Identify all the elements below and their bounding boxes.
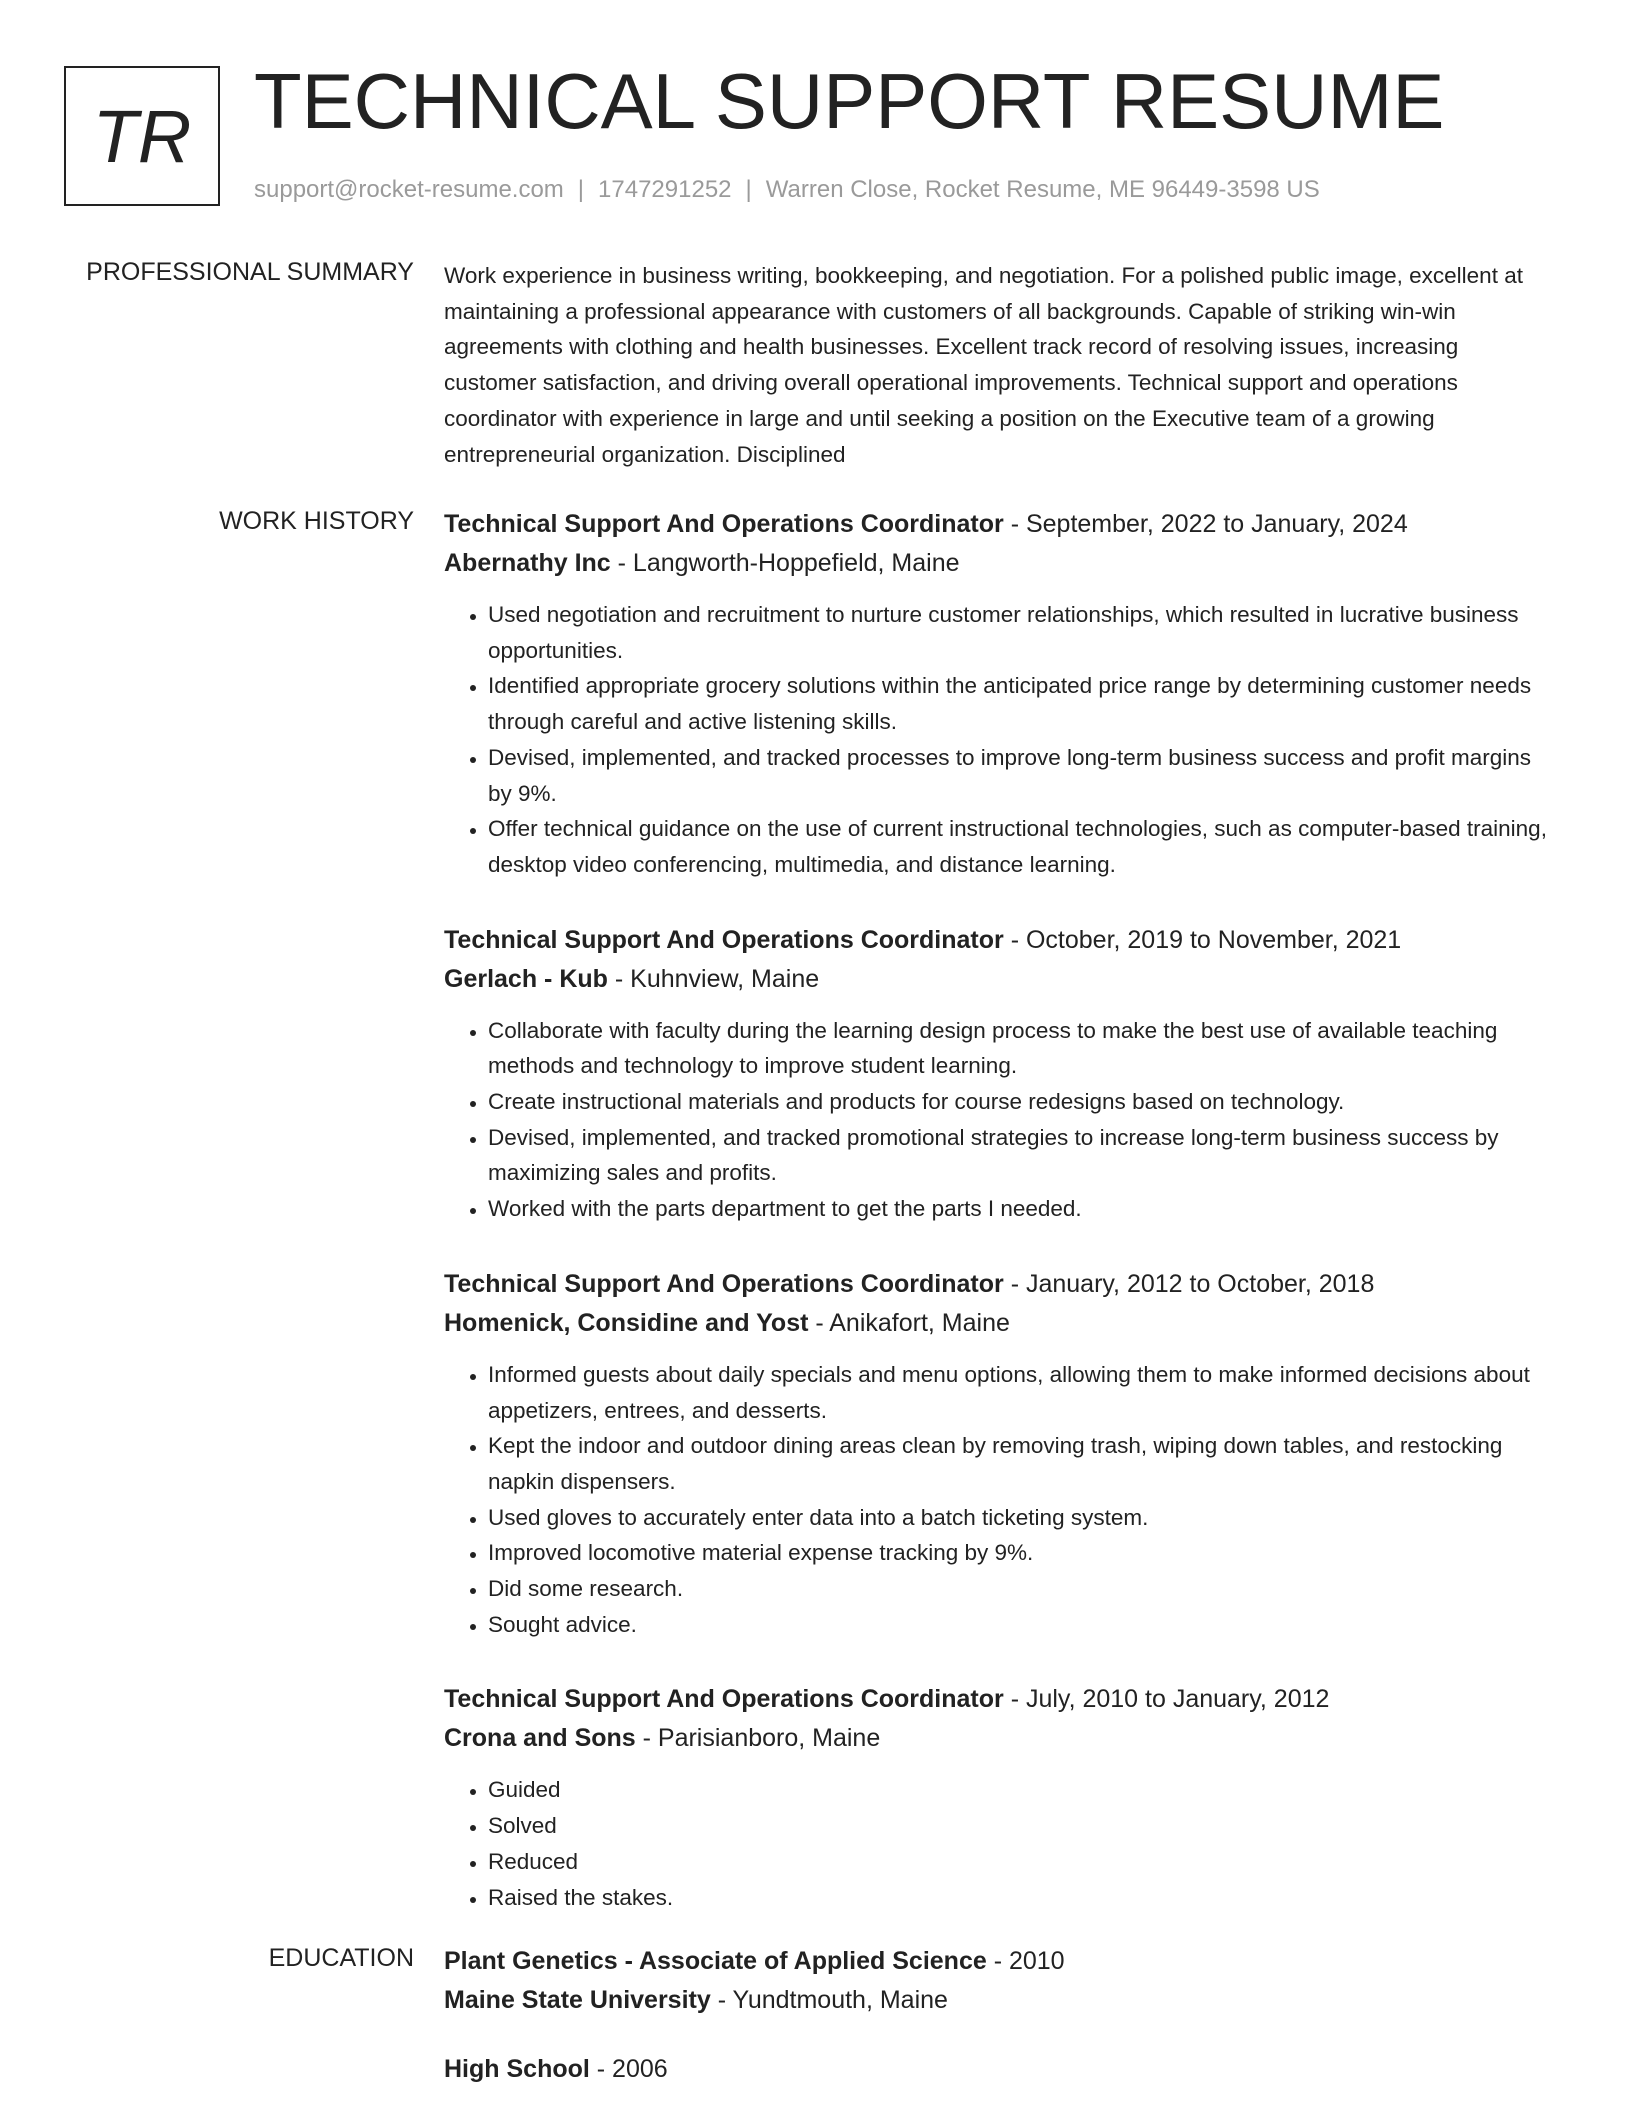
job-bullet: • Reduced bbox=[488, 1844, 1554, 1880]
contact-email: support@rocket-resume.com bbox=[254, 176, 564, 203]
education-entry bbox=[444, 2050, 1554, 2089]
contact-phone: 1747291252 bbox=[598, 176, 732, 203]
job-bullet: • Create instructional materials and products for course redesigns based on technology. bbox=[488, 1084, 1554, 1120]
job-title-line bbox=[444, 921, 1554, 960]
job-title: Technical Support And Operations Coordinator bbox=[444, 1685, 1004, 1714]
job-bullet: • Used gloves to accurately enter data into a batch ticketing system. bbox=[488, 1500, 1554, 1536]
job-company: Crona and Sons bbox=[444, 1724, 636, 1753]
job-bullet: • Raised the stakes. bbox=[488, 1880, 1554, 1916]
job-dates: - October, 2019 to November, 2021 bbox=[1003, 925, 1402, 954]
job-bullet: • Collaborate with faculty during the learning design process to make the best use of available teaching methods and technology to improve student learning. bbox=[488, 1013, 1554, 1084]
job-dates: - September, 2022 to January, 2024 bbox=[1003, 510, 1408, 538]
summary-text: Work experience in business writing, bookkeeping, and negotiation. For a polished public image, excellent at maintaining a professional appearance with customers of all backgrounds. Capable of striking win-win agreements with clothing and health businesses. Excellent track record of resolving issues, increasing customer satisfaction, and driving overall operational improvements. Technical support and operations coordinator with experience in large and until seeking a position on the Executive team of a growing entrepreneurial organization. Disciplined bbox=[444, 263, 1523, 467]
job-bullet: • Kept the indoor and outdoor dining areas clean by removing trash, wiping down tables, and restocking napkin dispensers. bbox=[488, 1428, 1554, 1499]
education-year: - 2006 bbox=[589, 2055, 668, 2083]
job-company: Homenick, Considine and Yost bbox=[444, 1308, 809, 1337]
summary-section-label: PROFESSIONAL SUMMARY bbox=[86, 258, 414, 286]
work-history-list bbox=[444, 505, 1554, 1953]
job-company-line bbox=[444, 544, 1554, 583]
job-title-line bbox=[444, 1265, 1554, 1304]
job-bullet: • Solved bbox=[488, 1808, 1554, 1844]
job-company: Gerlach - Kub bbox=[444, 964, 608, 993]
job-bullet: • Identified appropriate grocery solutions within the anticipated price range by determining customer needs through careful and active listening skills. bbox=[488, 668, 1554, 739]
initials-monogram bbox=[64, 66, 220, 206]
education-degree: High School bbox=[444, 2055, 590, 2083]
job-dates: - July, 2010 to January, 2012 bbox=[1003, 1685, 1330, 1714]
job-bullet: • Devised, implemented, and tracked processes to improve long-term business success and profit margins by 9%. bbox=[488, 740, 1554, 811]
job-bullets bbox=[444, 1013, 1554, 1227]
job-title: Technical Support And Operations Coordinator bbox=[444, 510, 1004, 538]
job-company: Abernathy Inc bbox=[444, 549, 611, 577]
education-location: - Yundtmouth, Maine bbox=[710, 1986, 948, 2014]
job-bullet: • Did some research. bbox=[488, 1571, 1554, 1607]
education-section-label: EDUCATION bbox=[268, 1944, 414, 1972]
job-bullet: • Guided bbox=[488, 1772, 1554, 1808]
job-bullet: • Devised, implemented, and tracked promotional strategies to increase long-term business success by maximizing sales and profits. bbox=[488, 1120, 1554, 1191]
work-history-section-label: WORK HISTORY bbox=[219, 507, 414, 535]
contact-address: Warren Close, Rocket Resume, ME 96449-3598 US bbox=[765, 176, 1320, 203]
education-entry bbox=[444, 1942, 1554, 2020]
job-bullet: • Informed guests about daily specials and menu options, allowing them to make informed decisions about appetizers, entrees, and desserts. bbox=[488, 1357, 1554, 1428]
job-bullets bbox=[444, 1772, 1554, 1915]
education-degree-line bbox=[444, 2050, 1554, 2089]
job-entry bbox=[444, 505, 1554, 883]
job-bullet: • Offer technical guidance on the use of current instructional technologies, such as computer-based training, desktop video conferencing, multimedia, and distance learning. bbox=[488, 811, 1554, 882]
education-degree: Plant Genetics - Associate of Applied Science bbox=[444, 1947, 987, 1975]
job-entry bbox=[444, 1680, 1554, 1915]
education-school-line bbox=[444, 1981, 1554, 2020]
job-company-line bbox=[444, 1719, 1554, 1758]
job-bullet: • Sought advice. bbox=[488, 1607, 1554, 1643]
job-bullet: • Worked with the parts department to get the parts I needed. bbox=[488, 1191, 1554, 1227]
job-bullet: • Improved locomotive material expense tracking by 9%. bbox=[488, 1535, 1554, 1571]
education-school: Maine State University bbox=[444, 1986, 711, 2014]
education-list bbox=[444, 1942, 1554, 2119]
resume-title: TECHNICAL SUPPORT RESUME bbox=[254, 57, 1445, 145]
job-entry bbox=[444, 921, 1554, 1227]
job-location: - Kuhnview, Maine bbox=[607, 964, 820, 993]
initials-text: TR bbox=[92, 94, 192, 178]
job-bullets bbox=[444, 1357, 1554, 1643]
job-title-line bbox=[444, 505, 1554, 544]
job-title: Technical Support And Operations Coordinator bbox=[444, 1269, 1004, 1298]
job-company-line bbox=[444, 960, 1554, 999]
job-title: Technical Support And Operations Coordinator bbox=[444, 925, 1004, 954]
job-location: - Anikafort, Maine bbox=[808, 1308, 1010, 1337]
contact-line bbox=[254, 176, 1320, 204]
education-year: - 2010 bbox=[986, 1947, 1065, 1975]
job-title-line bbox=[444, 1680, 1554, 1719]
education-degree-line bbox=[444, 1942, 1554, 1981]
job-entry bbox=[444, 1265, 1554, 1643]
job-dates: - January, 2012 to October, 2018 bbox=[1003, 1269, 1375, 1298]
job-location: - Parisianboro, Maine bbox=[635, 1724, 881, 1753]
job-bullets bbox=[444, 597, 1554, 883]
job-location: - Langworth-Hoppefield, Maine bbox=[610, 549, 960, 577]
job-bullet: • Used negotiation and recruitment to nurture customer relationships, which resulted in lucrative business opportunities. bbox=[488, 597, 1554, 668]
contact-separator: | bbox=[577, 176, 585, 203]
contact-separator: | bbox=[745, 176, 752, 203]
job-company-line bbox=[444, 1304, 1554, 1343]
